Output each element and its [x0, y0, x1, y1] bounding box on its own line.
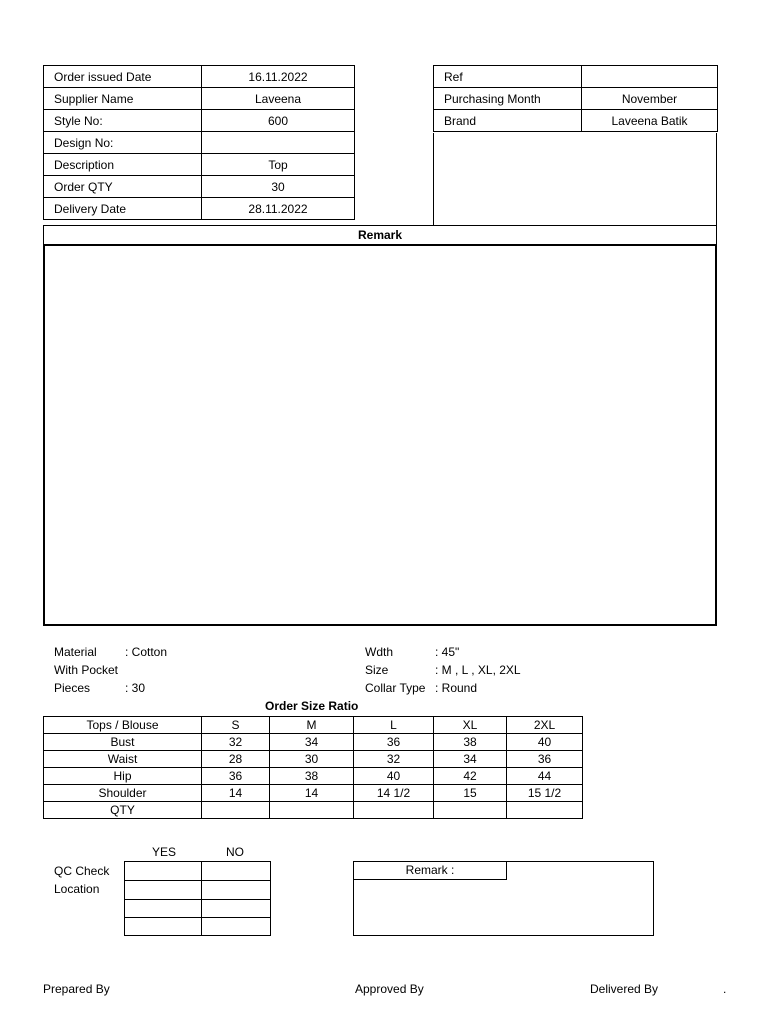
size-ratio-row	[44, 785, 583, 802]
bottom-remark-label: Remark :	[405, 863, 455, 877]
qc-cell[interactable]	[125, 918, 202, 936]
size-ratio-value[interactable]: 42	[434, 768, 507, 785]
size-ratio-value[interactable]: 34	[434, 751, 507, 768]
collar-value: : Round	[435, 681, 478, 695]
ref-info-value[interactable]: Laveena Batik	[582, 110, 718, 132]
size-ratio-value[interactable]: 38	[270, 768, 354, 785]
collar-label: Collar Type	[365, 681, 426, 695]
order-info-table	[43, 65, 355, 220]
order-info-value[interactable]	[202, 132, 355, 154]
order-info-value[interactable]: 16.11.2022	[202, 66, 355, 88]
size-ratio-value[interactable]: 44	[507, 768, 583, 785]
order-info-row	[44, 110, 355, 132]
size-ratio-measure-label: QTY	[44, 802, 202, 819]
order-info-label: Description	[44, 154, 202, 176]
ref-info-label: Brand	[434, 110, 582, 132]
size-ratio-value[interactable]: 14	[202, 785, 270, 802]
remark-header	[43, 225, 717, 245]
pieces-value: : 30	[125, 681, 146, 695]
size-ratio-header-cell: L	[354, 717, 434, 734]
ref-info-row	[434, 110, 718, 132]
qc-no-cell[interactable]	[202, 862, 271, 881]
location-label: Location	[54, 882, 100, 896]
size-ratio-value[interactable]: 40	[354, 768, 434, 785]
order-info-row	[44, 132, 355, 154]
ref-info-label: Purchasing Month	[434, 88, 582, 110]
ref-info-table	[433, 65, 718, 132]
size-ratio-header-row	[44, 717, 583, 734]
size-ratio-value[interactable]: 30	[270, 751, 354, 768]
width-value: : 45"	[435, 645, 460, 659]
size-ratio-value[interactable]	[434, 802, 507, 819]
pocket-label: With Pocket	[54, 663, 119, 677]
size-ratio-header-cell: S	[202, 717, 270, 734]
size-ratio-value[interactable]: 14 1/2	[354, 785, 434, 802]
size-ratio-header-cell: M	[270, 717, 354, 734]
order-info-value[interactable]: Top	[202, 154, 355, 176]
size-ratio-value[interactable]: 14	[270, 785, 354, 802]
order-info-row	[44, 176, 355, 198]
size-ratio-value[interactable]: 38	[434, 734, 507, 751]
size-ratio-value[interactable]: 36	[507, 751, 583, 768]
order-info-label: Delivery Date	[44, 198, 202, 220]
qc-yes-cell[interactable]	[125, 862, 202, 881]
approved-by-label: Approved By	[355, 982, 424, 996]
size-ratio-measure-label: Hip	[44, 768, 202, 785]
size-ratio-header-cell: XL	[434, 717, 507, 734]
size-ratio-title: Order Size Ratio	[265, 699, 359, 713]
size-ratio-measure-label: Bust	[44, 734, 202, 751]
size-ratio-header-cell: 2XL	[507, 717, 583, 734]
order-info-value[interactable]: Laveena	[202, 88, 355, 110]
ref-info-value[interactable]	[582, 66, 718, 88]
size-ratio-row	[44, 734, 583, 751]
size-ratio-value[interactable]: 32	[354, 751, 434, 768]
qc-table	[124, 861, 271, 936]
size-ratio-value[interactable]	[270, 802, 354, 819]
size-ratio-row	[44, 751, 583, 768]
order-info-label: Order QTY	[44, 176, 202, 198]
size-ratio-table	[43, 716, 583, 819]
ref-info-row	[434, 66, 718, 88]
width-label: Wdth	[365, 645, 394, 659]
order-info-label: Style No:	[44, 110, 202, 132]
qc-cell[interactable]	[125, 900, 202, 918]
ref-info-blank-area	[433, 133, 717, 226]
qc-yes-label: YES	[152, 845, 177, 859]
size-ratio-value[interactable]: 32	[202, 734, 270, 751]
order-info-label: Supplier Name	[44, 88, 202, 110]
size-ratio-value[interactable]: 28	[202, 751, 270, 768]
order-info-label: Order issued Date	[44, 66, 202, 88]
remark-box	[43, 244, 717, 626]
size-ratio-value[interactable]: 15	[434, 785, 507, 802]
size-value: : M , L , XL, 2XL	[435, 663, 521, 677]
size-ratio-measure-label: Shoulder	[44, 785, 202, 802]
order-info-row	[44, 198, 355, 220]
size-ratio-value[interactable]	[202, 802, 270, 819]
qc-cell[interactable]	[202, 918, 271, 936]
size-ratio-value[interactable]	[354, 802, 434, 819]
ref-info-value[interactable]: November	[582, 88, 718, 110]
size-ratio-value[interactable]: 34	[270, 734, 354, 751]
material-value: : Cotton	[125, 645, 168, 659]
prepared-by-label: Prepared By	[43, 982, 110, 996]
order-info-row	[44, 66, 355, 88]
qc-cell[interactable]	[202, 900, 271, 918]
delivered-by-label: Delivered By	[590, 982, 659, 996]
size-ratio-header-cell: Tops / Blouse	[44, 717, 202, 734]
qc-check-label: QC Check	[54, 864, 110, 878]
order-info-row	[44, 88, 355, 110]
order-info-label: Design No:	[44, 132, 202, 154]
size-label: Size	[365, 663, 389, 677]
bottom-remark-label-cell	[353, 861, 507, 880]
size-ratio-value[interactable]: 36	[202, 768, 270, 785]
ref-info-label: Ref	[434, 66, 582, 88]
material-label: Material	[54, 645, 97, 659]
remark-header-label: Remark	[357, 228, 403, 242]
location-yes-cell[interactable]	[125, 881, 202, 900]
pieces-label: Pieces	[54, 681, 91, 695]
size-ratio-value[interactable]	[507, 802, 583, 819]
trailing-dot: .	[723, 982, 727, 996]
size-ratio-row	[44, 802, 583, 819]
size-ratio-value[interactable]: 36	[354, 734, 434, 751]
order-info-value[interactable]: 600	[202, 110, 355, 132]
order-info-value[interactable]: 30	[202, 176, 355, 198]
size-ratio-row	[44, 768, 583, 785]
order-info-value[interactable]: 28.11.2022	[202, 198, 355, 220]
order-info-row	[44, 154, 355, 176]
location-no-cell[interactable]	[202, 881, 271, 900]
size-ratio-value[interactable]: 15 1/2	[507, 785, 583, 802]
qc-no-label: NO	[226, 845, 244, 859]
size-ratio-measure-label: Waist	[44, 751, 202, 768]
size-ratio-value[interactable]: 40	[507, 734, 583, 751]
ref-info-row	[434, 88, 718, 110]
